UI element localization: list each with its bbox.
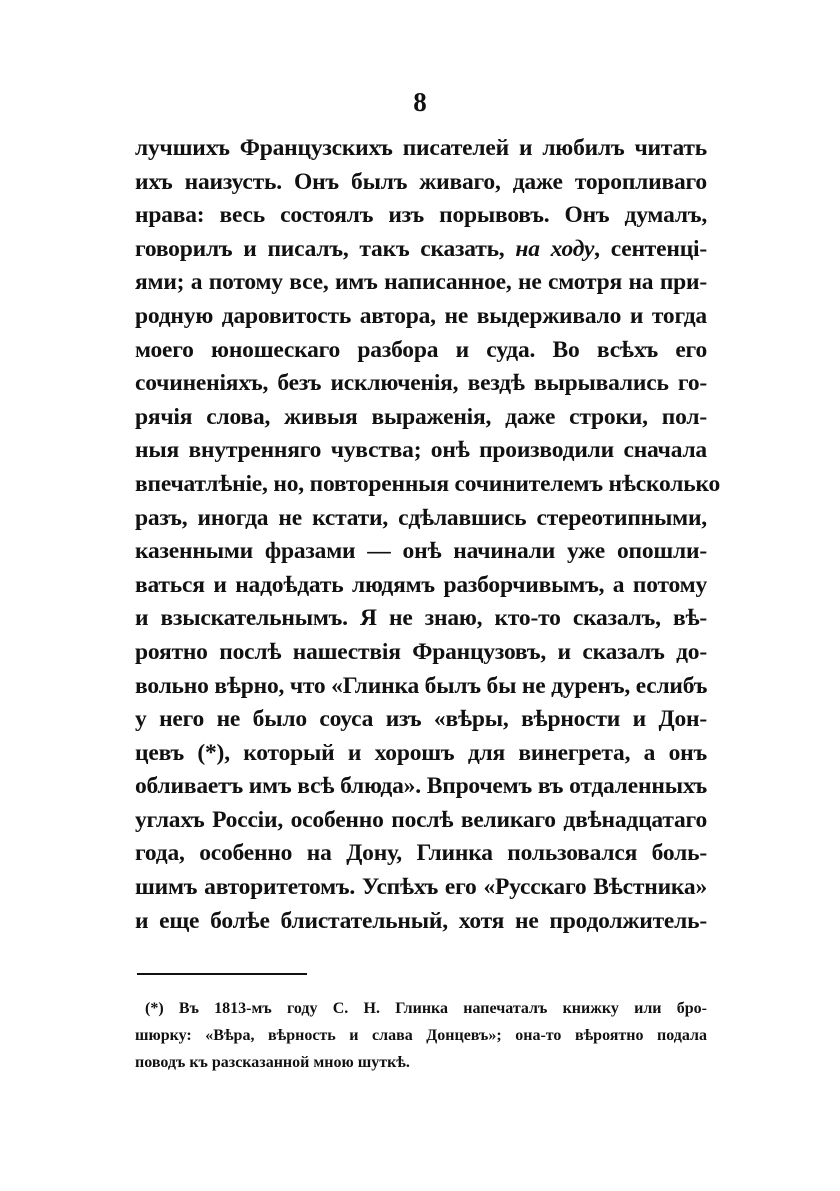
text-segment: , сентенці- <box>594 235 707 262</box>
text-line: нрава: весь состоялъ изъ порывовъ. Онъ думалъ, <box>135 202 707 229</box>
footnote-line: (*) Въ 1813-мъ году С. Н. Глинка напечаталъ книжку или бро- <box>145 1000 707 1017</box>
text-line: впечатлѣніе, но, повторенныя сочинителемъ нѣсколько <box>135 470 721 497</box>
text-line: родную даровитость автора, не выдерживало и тогда <box>135 302 707 329</box>
italic-phrase: на ходу <box>515 235 595 262</box>
text-line <box>135 233 707 267</box>
text-line: цевъ (*), который и хорошъ для винегрета, а онъ <box>135 739 707 766</box>
text-line: углахъ Россіи, особенно послѣ великаго двѣнадцатаго <box>135 806 707 833</box>
main-text <box>135 132 721 938</box>
text-line: ихъ наизусть. Онъ былъ живаго, даже торопливаго <box>135 168 707 195</box>
text-line: и взыскательнымъ. Я не знаю, кто-то сказалъ, вѣ- <box>135 605 707 632</box>
text-line: ваться и надоѣдать людямъ разборчивымъ, а потому <box>135 571 707 598</box>
footnote <box>135 995 707 1076</box>
text-line: лучшихъ Французскихъ писателей и любилъ читать <box>135 135 707 161</box>
text-line: моего юношескаго разбора и суда. Во всѣхъ его <box>135 336 707 363</box>
text-segment: говорилъ и писалъ, такъ сказать, <box>135 235 505 262</box>
text-line: вольно вѣрно, что «Глинка былъ бы не дуренъ, еслибъ <box>135 672 708 699</box>
text-line: рячія слова, живыя выраженія, даже строки, пол- <box>135 403 707 430</box>
text-line: обливаетъ имъ всѣ блюда». Впрочемъ въ отдаленныхъ <box>135 773 707 800</box>
footnote-divider <box>137 973 307 975</box>
text-line: разъ, иногда не кстати, сдѣлавшись стереотипными, <box>135 504 707 531</box>
text-line: шимъ авторитетомъ. Успѣхъ его «Русскаго Вѣстника» <box>135 874 707 901</box>
footnote-line: шюрку: «Вѣра, вѣрность и слава Донцевъ»; она-то вѣроятно подала <box>135 1027 707 1044</box>
footnote-line: поводъ къ разсказанной мною шуткѣ. <box>135 1054 410 1071</box>
text-line: роятно послѣ нашествія Французовъ, и сказалъ до- <box>135 638 707 665</box>
text-line: у него не было соуса изъ «вѣры, вѣрности и Дон- <box>135 706 707 733</box>
text-line: ныя внутренняго чувства; онѣ производили сначала <box>135 437 707 464</box>
text-line: сочиненіяхъ, безъ исключенія, вездѣ вырывались го- <box>135 370 707 397</box>
text-line: года, особенно на Дону, Глинка пользовался боль- <box>135 840 707 867</box>
page-number: 8 <box>413 87 427 117</box>
text-line: ями; а потому все, имъ написанное, не смотря на при- <box>135 269 707 296</box>
text-line: казенными фразами — онѣ начинали уже опошли- <box>135 538 707 565</box>
text-line: и еще болѣе блистательный, хотя не продолжитель- <box>135 907 707 934</box>
